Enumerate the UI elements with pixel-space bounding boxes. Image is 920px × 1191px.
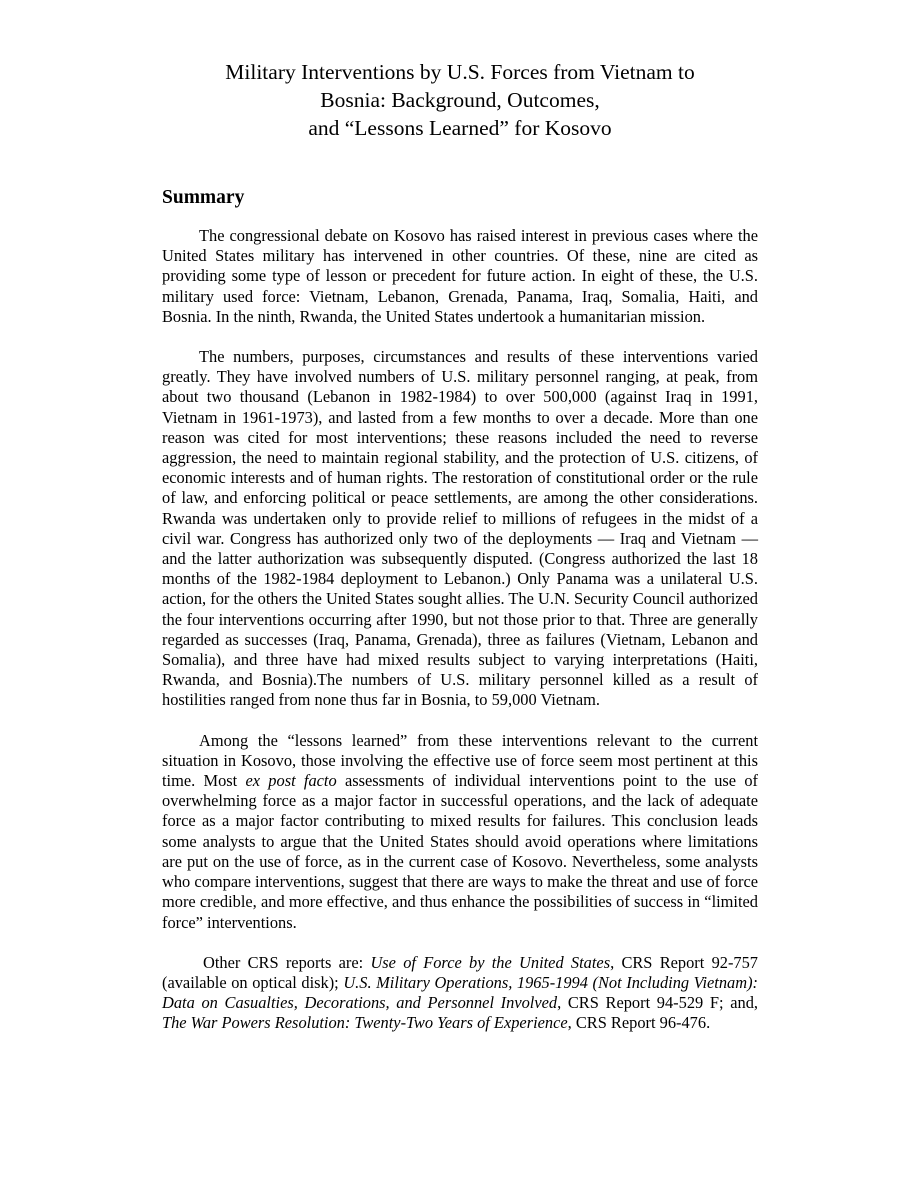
- title-line-2: Bosnia: Background, Outcomes,: [320, 88, 600, 112]
- document-page: [162, 58, 758, 1034]
- summary-paragraph-3: [162, 731, 758, 933]
- related-reports-intro: Other CRS reports are:: [203, 952, 371, 972]
- related-report-1-title: Use of Force by the United States: [370, 952, 611, 972]
- title-line-1: Military Interventions by U.S. Forces from Vietnam to: [225, 60, 695, 84]
- paragraph-3-text-end: assessments of individual interventions point to the use of overwhelming force as a major factor in successful operations, and the lack of adequate force as a major factor contributing to mixed results for failures. This conclusion leads some analysts to argue that the United States should avoid operations where limitations are put on the use of force, as in the current case of Kosovo. Nevertheless, some analysts who compare interventions, suggest that there are ways to make the threat and use of force more credible, and more effective, and thus enhance the possibilities of success in “limited force” interventions.: [162, 771, 759, 932]
- related-report-2-title: U.S. Military Operations, 1965-1994 (Not Including Vietnam): Data on Casualties, Decorations, and Personnel Involved: [162, 972, 758, 1013]
- summary-paragraph-2: The numbers, purposes, circumstances and results of these interventions varied greatly. They have involved numbers of U.S. military personnel ranging, at peak, from about two thousand (Lebanon in 1982-1984) to over 500,000 (against Iraq in 1991, Vietnam in 1961-1973), and lasted from a few months to over a decade. More than one reason was cited for most interventions; these reasons included the need to reverse aggression, the need to maintain regional stability, and the protection of U.S. citizens, of economic interests and of human rights. The restoration of constitutional order or the rule of law, and enforcing political or peace settlements, are among the other considerations. Rwanda was undertaken only to provide relief to millions of refugees in the midst of a civil war. Congress has authorized only two of the deployments — Iraq and Vietnam — and the latter authorization was subsequently disputed. (Congress authorized the last 18 months of the 1982-1984 deployment to Lebanon.) Only Panama was a unilateral U.S. action, for the others the United States sought allies. The U.N. Security Council authorized the four interventions occurring after 1990, but not those prior to that. Three are generally regarded as successes (Iraq, Panama, Grenada), three as failures (Vietnam, Lebanon and Somalia), and three have had mixed results subject to varying interpretations (Haiti, Rwanda, and Bosnia).The numbers of U.S. military personnel killed as a result of hostilities ranged from none thus far in Bosnia, to 59,000 Vietnam.: [162, 347, 758, 710]
- paragraph-3-latin-phrase: ex post facto: [245, 771, 337, 791]
- related-report-3-number: , CRS Report 96-476.: [567, 1013, 711, 1033]
- document-title: [162, 58, 758, 142]
- section-heading-summary: Summary: [162, 187, 245, 208]
- title-line-3: and “Lessons Learned” for Kosovo: [308, 116, 612, 140]
- related-report-3-title: The War Powers Resolution: Twenty-Two Years of Experience: [162, 1013, 568, 1033]
- summary-paragraph-1: The congressional debate on Kosovo has raised interest in previous cases where the United States military has intervened in other countries. Of these, nine are cited as providing some type of lesson or precedent for future action. In eight of these, the U.S. military used force: Vietnam, Lebanon, Grenada, Panama, Iraq, Somalia, Haiti, and Bosnia. In the ninth, Rwanda, the United States undertook a humanitarian mission.: [162, 226, 758, 326]
- summary-paragraph-4: [162, 953, 758, 1034]
- related-report-2-number: , CRS Report 94-529 F; and,: [557, 993, 758, 1013]
- related-report-1-number: , CRS Report 92-757 (available on optical disk);: [162, 952, 758, 992]
- paragraph-3-text-start: Among the “lessons learned” from these interventions relevant to the current situation in Kosovo, those involving the effective use of force seem most pertinent at this time. Most: [162, 730, 758, 791]
